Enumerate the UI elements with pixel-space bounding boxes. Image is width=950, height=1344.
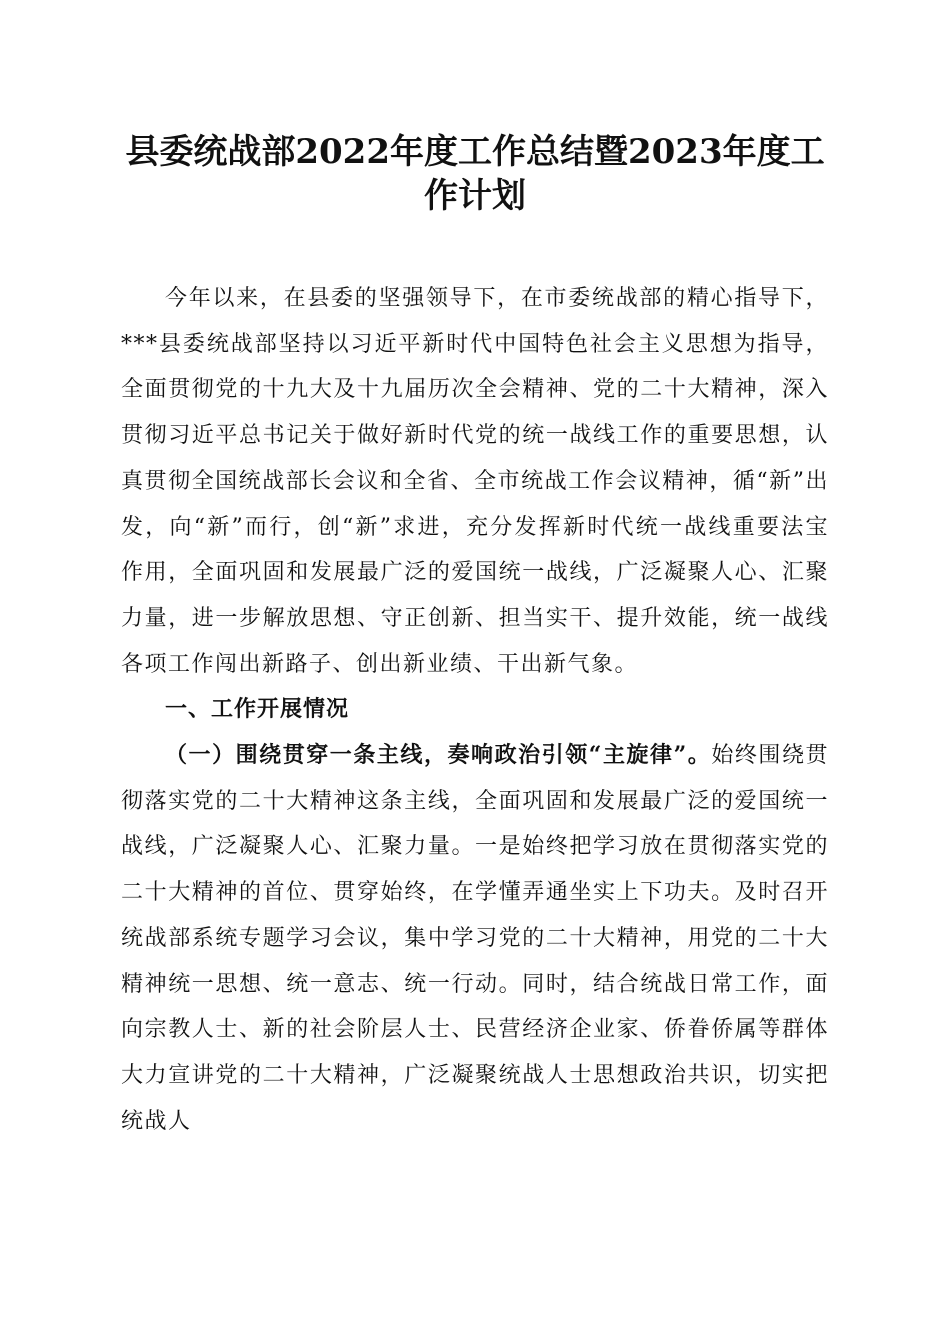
intro-paragraph: 今年以来，在县委的坚强领导下，在市委统战部的精心指导下，***县委统战部坚持以习近平新时代中国特色社会主义思想为指导，全面贯彻党的十九大及十九届历次全会精神、党的二十大精神，深入贯彻习近平总书记关于做好新时代党的统一战线工作的重要思想，认真贯彻全国统战部长会议和全省、全市统战工作会议精神，循“新”出发，向“新”而行，创“新”求进，充分发挥新时代统一战线重要法宝作用，全面巩固和发展最广泛的爱国统一战线，广泛凝聚人心、汇聚力量，进一步解放思想、守正创新、担当实干、提升效能，统一战线各项工作闯出新路子、创出新业绩、干出新气象。	[121, 286, 829, 677]
section-paragraph	[121, 733, 829, 1144]
subsection-body: 始终围绕贯彻落实党的二十大精神这条主线，全面巩固和发展最广泛的爱国统一战线，广泛凝聚人心、汇聚力量。一是始终把学习放在贯彻落实党的二十大精神的首位、贯穿始终，在学懂弄通坐实上下功夫。及时召开统战部系统专题学习会议，集中学习党的二十大精神，用党的二十大精神统一思想、统一意志、统一行动。同时，结合统战日常工作，面向宗教人士、新的社会阶层人士、民营经济企业家、侨眷侨属等群体大力宣讲党的二十大精神，广泛凝聚统战人士思想政治共识，切实把统战人	[121, 743, 829, 1134]
subsection-heading: （一）围绕贯穿一条主线，奏响政治引领“主旋律”。	[165, 742, 712, 769]
section-heading: 一、工作开展情况	[165, 697, 350, 723]
document-title: 县委统战部2022年度工作总结暨2023年度工作计划	[125, 132, 825, 216]
document-body	[121, 276, 829, 1144]
